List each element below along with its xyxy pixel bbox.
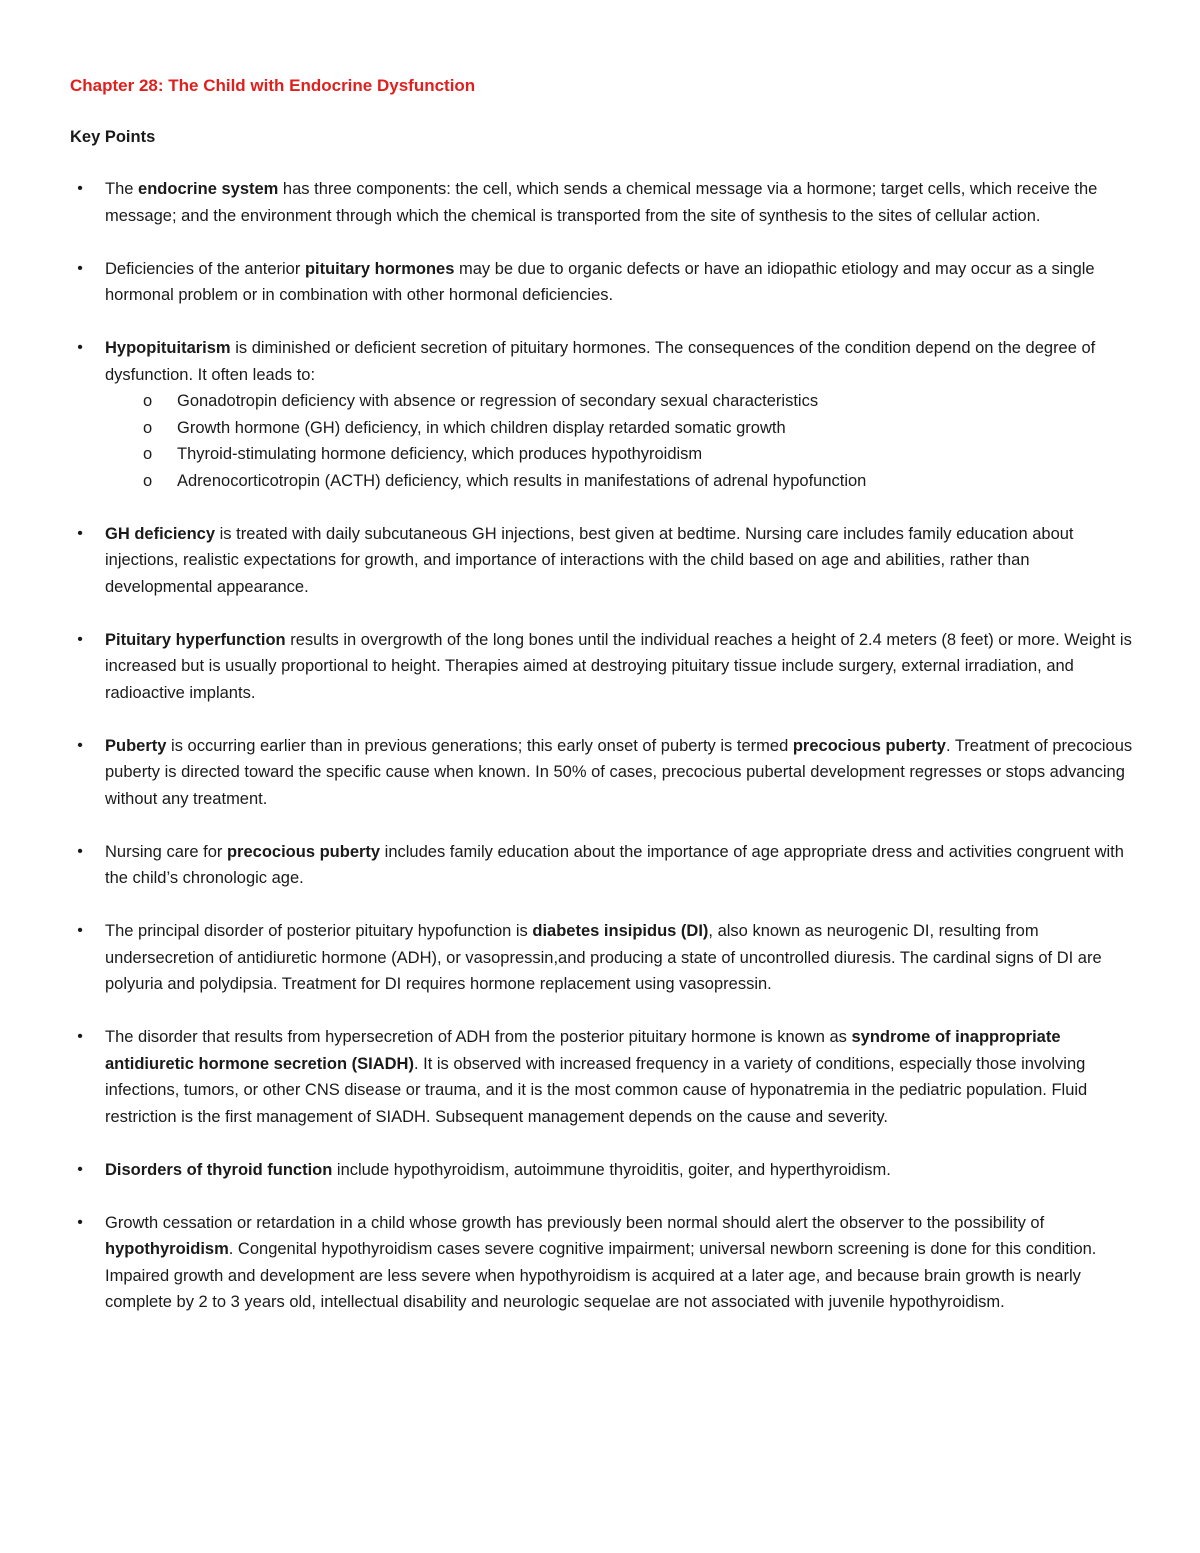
key-point-text: Deficiencies of the anterior — [105, 259, 305, 278]
key-point-text: is diminished or deficient secretion of pituitary hormones. The consequences of the condition depend on the degree of dysfunction. It often leads to: — [105, 339, 1096, 384]
key-point-text: The — [105, 180, 139, 198]
bullet-icon: • — [77, 524, 83, 542]
bullet-icon: • — [77, 339, 83, 356]
key-points-list — [70, 176, 1134, 1316]
sub-point-text: Thyroid-stimulating hormone deficiency, which produces hypothyroidism — [177, 445, 703, 463]
key-point-item — [70, 521, 1134, 601]
key-point-term: Disorders of thyroid function — [105, 1160, 333, 1179]
bullet-icon: • — [77, 1213, 83, 1231]
chapter-title: Chapter 28: The Child with Endocrine Dysfunction — [70, 76, 476, 95]
key-point-text: has three components: the cell, which sends a chemical message via a hormone; target cells, which receive the message; and the environment through which the chemical is transported from the site of synthesis to the sites of cellular action. — [105, 180, 1098, 225]
key-point-term: Pituitary hyperfunction — [105, 630, 286, 649]
sub-bullet-icon: o — [143, 445, 153, 463]
key-point-text: Nursing care for — [105, 842, 227, 861]
sub-point-item — [70, 415, 1134, 442]
key-point-term: precocious puberty — [226, 842, 381, 861]
sub-point-text: Growth hormone (GH) deficiency, in which children display retarded somatic growth — [177, 418, 786, 437]
sub-point-item — [70, 388, 1134, 415]
key-point-term: precocious puberty — [792, 736, 946, 755]
key-point-item — [70, 1024, 1134, 1130]
bullet-icon: • — [77, 922, 83, 939]
bullet-icon: • — [77, 736, 83, 754]
key-point-text: include hypothyroidism, autoimmune thyroiditis, goiter, and hyperthyroidism. — [332, 1160, 891, 1179]
key-point-item — [70, 256, 1134, 309]
bullet-icon: • — [77, 180, 83, 197]
sub-bullet-icon: o — [143, 392, 153, 410]
key-point-term: pituitary hormones — [304, 259, 455, 278]
key-point-term: hypothyroidism — [105, 1240, 229, 1258]
key-point-text: . It is observed with increased frequency in a variety of conditions, especially those involving infections, tumors, or other CNS disease or trauma, and it is the most common cause of hyponatremia in the pediatric population. Fluid restriction is the first management of SIADH. Subsequent management depends on the cause and severity. — [105, 1054, 1088, 1126]
key-point-text: The principal disorder of posterior pituitary hypofunction is — [105, 922, 533, 940]
key-point-term: diabetes insipidus (DI) — [532, 922, 709, 940]
key-points-heading: Key Points — [70, 128, 156, 146]
key-point-item — [70, 335, 1134, 494]
key-point-term: endocrine system — [138, 180, 279, 198]
sub-point-item — [70, 441, 1134, 468]
sub-point-list — [105, 388, 1134, 494]
sub-point-item — [70, 468, 1134, 495]
sub-point-text: Gonadotropin deficiency with absence or regression of secondary sexual characteristics — [177, 392, 819, 410]
sub-bullet-icon: o — [143, 418, 153, 437]
key-point-text: . Treatment of precocious puberty is directed toward the specific cause when known. In 50% of cases, precocious pubertal development regresses or stops advancing without any treatment. — [105, 736, 1133, 808]
key-point-text: includes family education about the importance of age appropriate dress and activities congruent with the child’s chronologic age. — [105, 842, 1124, 887]
sub-point-text: Adrenocorticotropin (ACTH) deficiency, which results in manifestations of adrenal hypofunction — [177, 471, 867, 490]
key-point-term: Puberty — [105, 736, 167, 755]
bullet-icon: • — [77, 259, 83, 277]
key-point-text: is treated with daily subcutaneous GH injections, best given at bedtime. Nursing care includes family education about injections, realistic expectations for growth, and importance of interactions with the child based on age and abilities, rather than developmental appearance. — [105, 524, 1074, 596]
bullet-icon: • — [77, 1160, 83, 1178]
bullet-icon: • — [77, 1028, 83, 1045]
key-point-text: . Congenital hypothyroidism cases severe cognitive impairment; universal newborn screening is done for this condition. Impaired growth and development are less severe when hypothyroidism is acquired at a later age, and because brain growth is nearly complete by 2 to 3 years old, intellectual disability and neurologic sequelae are not associated with juvenile hypothyroidism. — [105, 1240, 1097, 1311]
sub-bullet-icon: o — [143, 471, 153, 490]
key-point-text: Growth cessation or retardation in a child whose growth has previously been normal should alert the observer to the possibility of — [105, 1213, 1045, 1232]
bullet-icon: • — [77, 630, 83, 648]
key-point-term: syndrome of inappropriate antidiuretic hormone secretion (SIADH) — [105, 1028, 1061, 1073]
key-point-text: is occurring earlier than in previous generations; this early onset of puberty is termed — [166, 736, 793, 755]
key-point-text: , also known as neurogenic DI, resulting from undersecretion of antidiuretic hormone (ADH), or vasopressin,and producing a state of uncontrolled diuresis. The cardinal signs of DI are polyuria and polydipsia. Treatment for DI requires hormone replacement using vasopressin. — [105, 922, 1102, 993]
key-point-item — [70, 1157, 1134, 1184]
document-page — [70, 74, 1134, 1342]
key-point-item — [70, 1210, 1134, 1316]
key-point-term: Hypopituitarism — [105, 339, 231, 357]
key-point-item — [70, 733, 1134, 813]
key-point-item — [70, 918, 1134, 998]
key-point-item — [70, 839, 1134, 892]
key-point-term: GH deficiency — [105, 524, 216, 543]
key-point-text: may be due to organic defects or have an idiopathic etiology and may occur as a single hormonal problem or in combination with other hormonal deficiencies. — [105, 259, 1095, 304]
key-point-item — [70, 627, 1134, 707]
key-point-text: The disorder that results from hypersecretion of ADH from the posterior pituitary hormone is known as — [105, 1028, 852, 1046]
key-point-text: results in overgrowth of the long bones until the individual reaches a height of 2.4 meters (8 feet) or more. Weight is increased but is usually proportional to height. Therapies aimed at destroying pituitary tissue include surgery, external irradiation, and radioactive implants. — [105, 630, 1132, 702]
bullet-icon: • — [77, 842, 83, 860]
key-point-item — [70, 176, 1134, 229]
